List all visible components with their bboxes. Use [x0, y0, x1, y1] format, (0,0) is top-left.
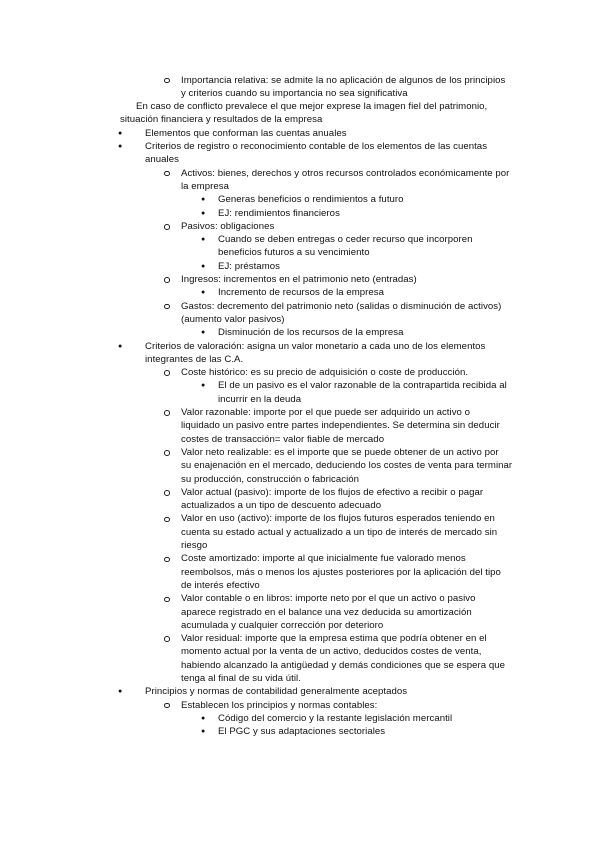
list-item-continuation: anuales: [145, 154, 179, 166]
list-item-text: Gastos: decremento del patrimonio neto (salidas o disminución de activos): [181, 300, 502, 312]
list-item-text: Criterios de valoración: asigna un valor monetario a cada uno de los elementos: [145, 340, 486, 352]
list-item-continuation: de interés efectivo: [181, 579, 260, 591]
list-item-continuation: incurrir en la deuda: [218, 393, 302, 405]
list-item-text: Importancia relativa: se admite la no aplicación de algunos de los principios: [181, 74, 506, 86]
list-circle-bullet-icon: [164, 410, 170, 416]
list-bullet-icon: ●: [201, 382, 206, 390]
list-bullet-icon: ●: [201, 329, 206, 337]
list-item-continuation: actualizados a un tipo de descuento adecuado: [181, 500, 382, 512]
list-item-continuation: habiendo alcanzado la antigüedad y demás condiciones que se espera que: [181, 659, 506, 671]
list-circle-bullet-icon: [164, 224, 170, 230]
list-bullet-icon: ●: [201, 262, 206, 270]
list-item-text: Establecen los principios y normas contables:: [181, 699, 378, 711]
list-bullet-icon: ●: [201, 209, 206, 217]
list-item-continuation: tenga al final de su vida útil.: [181, 673, 301, 684]
list-bullet-icon: ●: [201, 236, 206, 244]
list-circle-bullet-icon: [164, 490, 170, 496]
list-item-continuation: la empresa: [181, 180, 229, 192]
list-circle-bullet-icon: [164, 171, 170, 177]
list-item-continuation: cuenta su estado actual y actualizado a un tipo de interés de mercado sin: [181, 526, 498, 538]
list-circle-bullet-icon: [164, 517, 170, 523]
list-item-text: Incremento de recursos de la empresa: [218, 287, 385, 299]
list-item-text: Principios y normas de contabilidad generalmente aceptados: [145, 686, 408, 698]
list-circle-bullet-icon: [164, 703, 170, 709]
list-item-text: Activos: bienes, derechos y otros recursos controlados económicamente por: [181, 167, 510, 179]
list-item-text: En caso de conflicto prevalece el que mejor exprese la imagen fiel del patrimonio,: [136, 101, 488, 113]
list-item-text: Coste amortizado: importe al que inicialmente fue valorado menos: [181, 553, 466, 565]
list-bullet-icon: ●: [201, 714, 206, 722]
list-bullet-icon: ●: [118, 129, 123, 137]
list-item-text: Valor razonable: importe por el que puede ser adquirido un activo o: [181, 407, 471, 418]
list-item-text: Código del comercio y la restante legislación mercantil: [218, 712, 453, 724]
list-bullet-icon: ●: [118, 688, 123, 696]
list-item-text: El de un pasivo es el valor razonable de la contrapartida recibida al: [218, 380, 507, 392]
list-circle-bullet-icon: [164, 597, 170, 603]
list-bullet-icon: ●: [201, 289, 206, 297]
list-item-continuation: situación financiera y resultados de la empresa: [120, 114, 323, 126]
list-item-text: Elementos que conforman las cuentas anuales: [145, 127, 347, 139]
list-item-text: Coste histórico: es su precio de adquisición o coste de producción.: [181, 367, 469, 379]
list-item-text: Valor en uso (activo): importe de los flujos futuros esperados teniendo en: [181, 513, 495, 525]
list-item-continuation: (aumento valor pasivos): [181, 313, 285, 325]
list-item-continuation: su producción, construcción o fabricación: [181, 473, 360, 485]
list-item-continuation: su enajenación en el mercado, deduciendo los costes de venta para terminar: [181, 460, 513, 472]
list-item-text: Valor neto realizable: es el importe que se puede obtener de un activo por: [181, 446, 499, 458]
list-item-text: EJ: préstamos: [218, 260, 280, 272]
list-item-continuation: costes de transacción= valor fiable de mercado: [181, 433, 385, 445]
list-item-text: EJ: rendimientos financieros: [218, 207, 340, 219]
list-item-continuation: integrantes de las C.A.: [145, 353, 244, 365]
list-item-continuation: aparece registrado en el balance una vez deducida su amortización: [181, 606, 472, 618]
list-item-continuation: beneficios futuros a su vencimiento: [218, 247, 370, 259]
list-item-continuation: y criterios cuando su importancia no sea significativa: [181, 87, 408, 99]
list-bullet-icon: ●: [118, 342, 123, 350]
list-item-text: Criterios de registro o reconocimiento contable de los elementos de las cuentas: [145, 141, 488, 152]
list-item-text: Pasivos: obligaciones: [181, 220, 275, 232]
list-bullet-icon: ●: [201, 728, 206, 736]
list-item-continuation: acumulada y cualquier corrección por deterioro: [181, 619, 384, 631]
list-bullet-icon: ●: [118, 143, 123, 150]
list-item-text: Ingresos: incrementos en el patrimonio neto (entradas): [181, 274, 417, 285]
list-circle-bullet-icon: [164, 370, 170, 376]
list-item-continuation: riesgo: [181, 540, 208, 551]
list-item-text: Valor actual (pasivo): importe de los flujos de efectivo a recibir o pagar: [181, 486, 484, 498]
list-item-text: Valor residual: importe que la empresa estima que podría obtener en el: [181, 633, 487, 645]
list-item-text: El PGC y sus adaptaciones sectoriales: [218, 726, 386, 738]
list-circle-bullet-icon: [164, 304, 170, 310]
list-bullet-icon: ●: [201, 196, 206, 204]
list-item-continuation: liquidado un pasivo entre partes independientes. Se determina sin deducir: [181, 420, 500, 432]
list-item-continuation: reembolsos, más o menos los ajustes posteriores por la aplicación del tipo: [181, 566, 501, 578]
list-item-text: Cuando se deben entregas o ceder recurso que incorporen: [218, 234, 473, 246]
list-item-text: Generas beneficios o rendimientos a futuro: [218, 194, 404, 206]
list-circle-bullet-icon: [164, 557, 170, 563]
list-item-text: Valor contable o en libros: importe neto por el que un activo o pasivo: [181, 593, 476, 605]
list-item-text: Disminución de los recursos de la empresa: [218, 327, 404, 339]
list-circle-bullet-icon: [164, 277, 170, 283]
list-circle-bullet-icon: [164, 78, 170, 84]
list-item-continuation: momento actual por la venta de un activo, deducidos costes de venta,: [181, 646, 482, 658]
list-circle-bullet-icon: [164, 450, 170, 456]
list-circle-bullet-icon: [164, 636, 170, 642]
